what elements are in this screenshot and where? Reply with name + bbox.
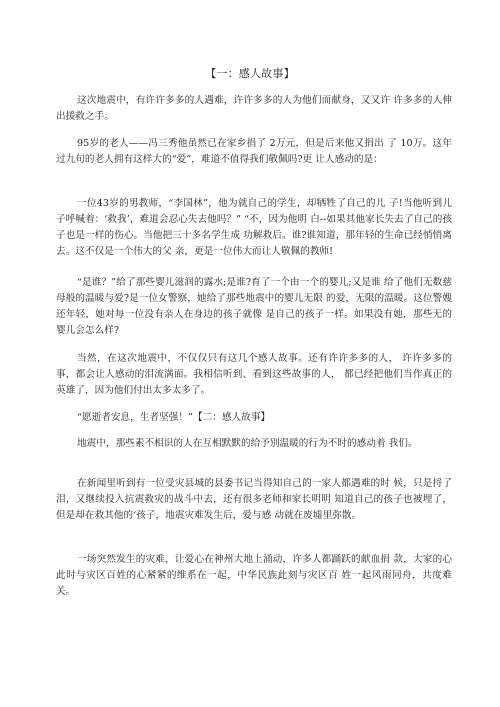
paragraph-6: “愿逝者安息，生者坚强！”【二：感人故事】 [77, 412, 271, 423]
paragraph-9: 一场突然发生的灾难，让爱心在神州大地上涌动，许多人都踊跃的献血捐 款，大家的心此时与灾区百姓的心紧紧的维系在一起，中华民族此刻与灾区百 姓一起风雨同舟，共度难关。 [56, 554, 452, 597]
paragraph-1: 这次地震中，有许许多多的人遇难，许许多多的人为他们而献身，又又许 许多多的人伸出援救之手。 [56, 95, 452, 122]
section-heading-1: 【一：感人故事】 [205, 67, 295, 80]
paragraph-5: 当然，在这次地震中，不仅仅只有这几个感人故事。还有许许多多的人， 许许多多的事，都会让人感动的泪流满面。我相信听到、看到这些故事的人， 都已经把他们当作真正的英雄了，因为他们付出太多太多了。 [56, 353, 452, 396]
paragraph-4: “是谁？”给了那些婴儿滋润的露水;是谁?育了一个由一个的婴儿;又是谁 给了他们无数慈母般的温暖与爱?是一位女警察，她给了那些地震中的婴儿无限 的爱，无限的温暖。这位警嫂还年轻，她对每一位没有亲人在身边的孩子就像 是自己的孩子一样。如果没有她，那些无的婴儿会怎么样? [56, 277, 452, 336]
paragraph-3: 一位43岁的男教师，“李国林”，他为就自己的学生，却牺牲了自己的儿 子!当他听到儿子呼喊着：‘救我’，难道会忍心失去他吗？” “不，因为他明 白--如果其他家长失去了自己的孩子也是一样的伤心。当他把三十多名学生成 功解救后。谁?谁知道，那年轻的生命已经悄悄离去。这不仅是一个伟大的父 亲，更是一位伟大而让人敬佩的教师! [56, 198, 452, 257]
paragraph-7: 地震中，那些素不相识的人在互相默默的给予别温暖的行为不时的感动着 我们。 [77, 438, 418, 449]
paragraph-2: 95岁的老人——冯三秀他虽然已在家乡捐了 2万元，但是后来他又捐出 了 10万。这年过九旬的老人拥有这样大的“爱”，难道不值得我们敬佩吗?更 让人感动的是： [56, 138, 452, 165]
paragraph-8: 在新闻里听到有一位受灾县城的县委书记当得知自己的一家人都遇难的时 候，只是捋了泪，又继续投入抗震救灾的战斗中去，还有很多老师和家长明明 知道自己的孩子也被埋了，但是却在救其他的‘孩子，地震灾难发生后，爱与感 动就在废墟里弥散。 [56, 478, 452, 521]
